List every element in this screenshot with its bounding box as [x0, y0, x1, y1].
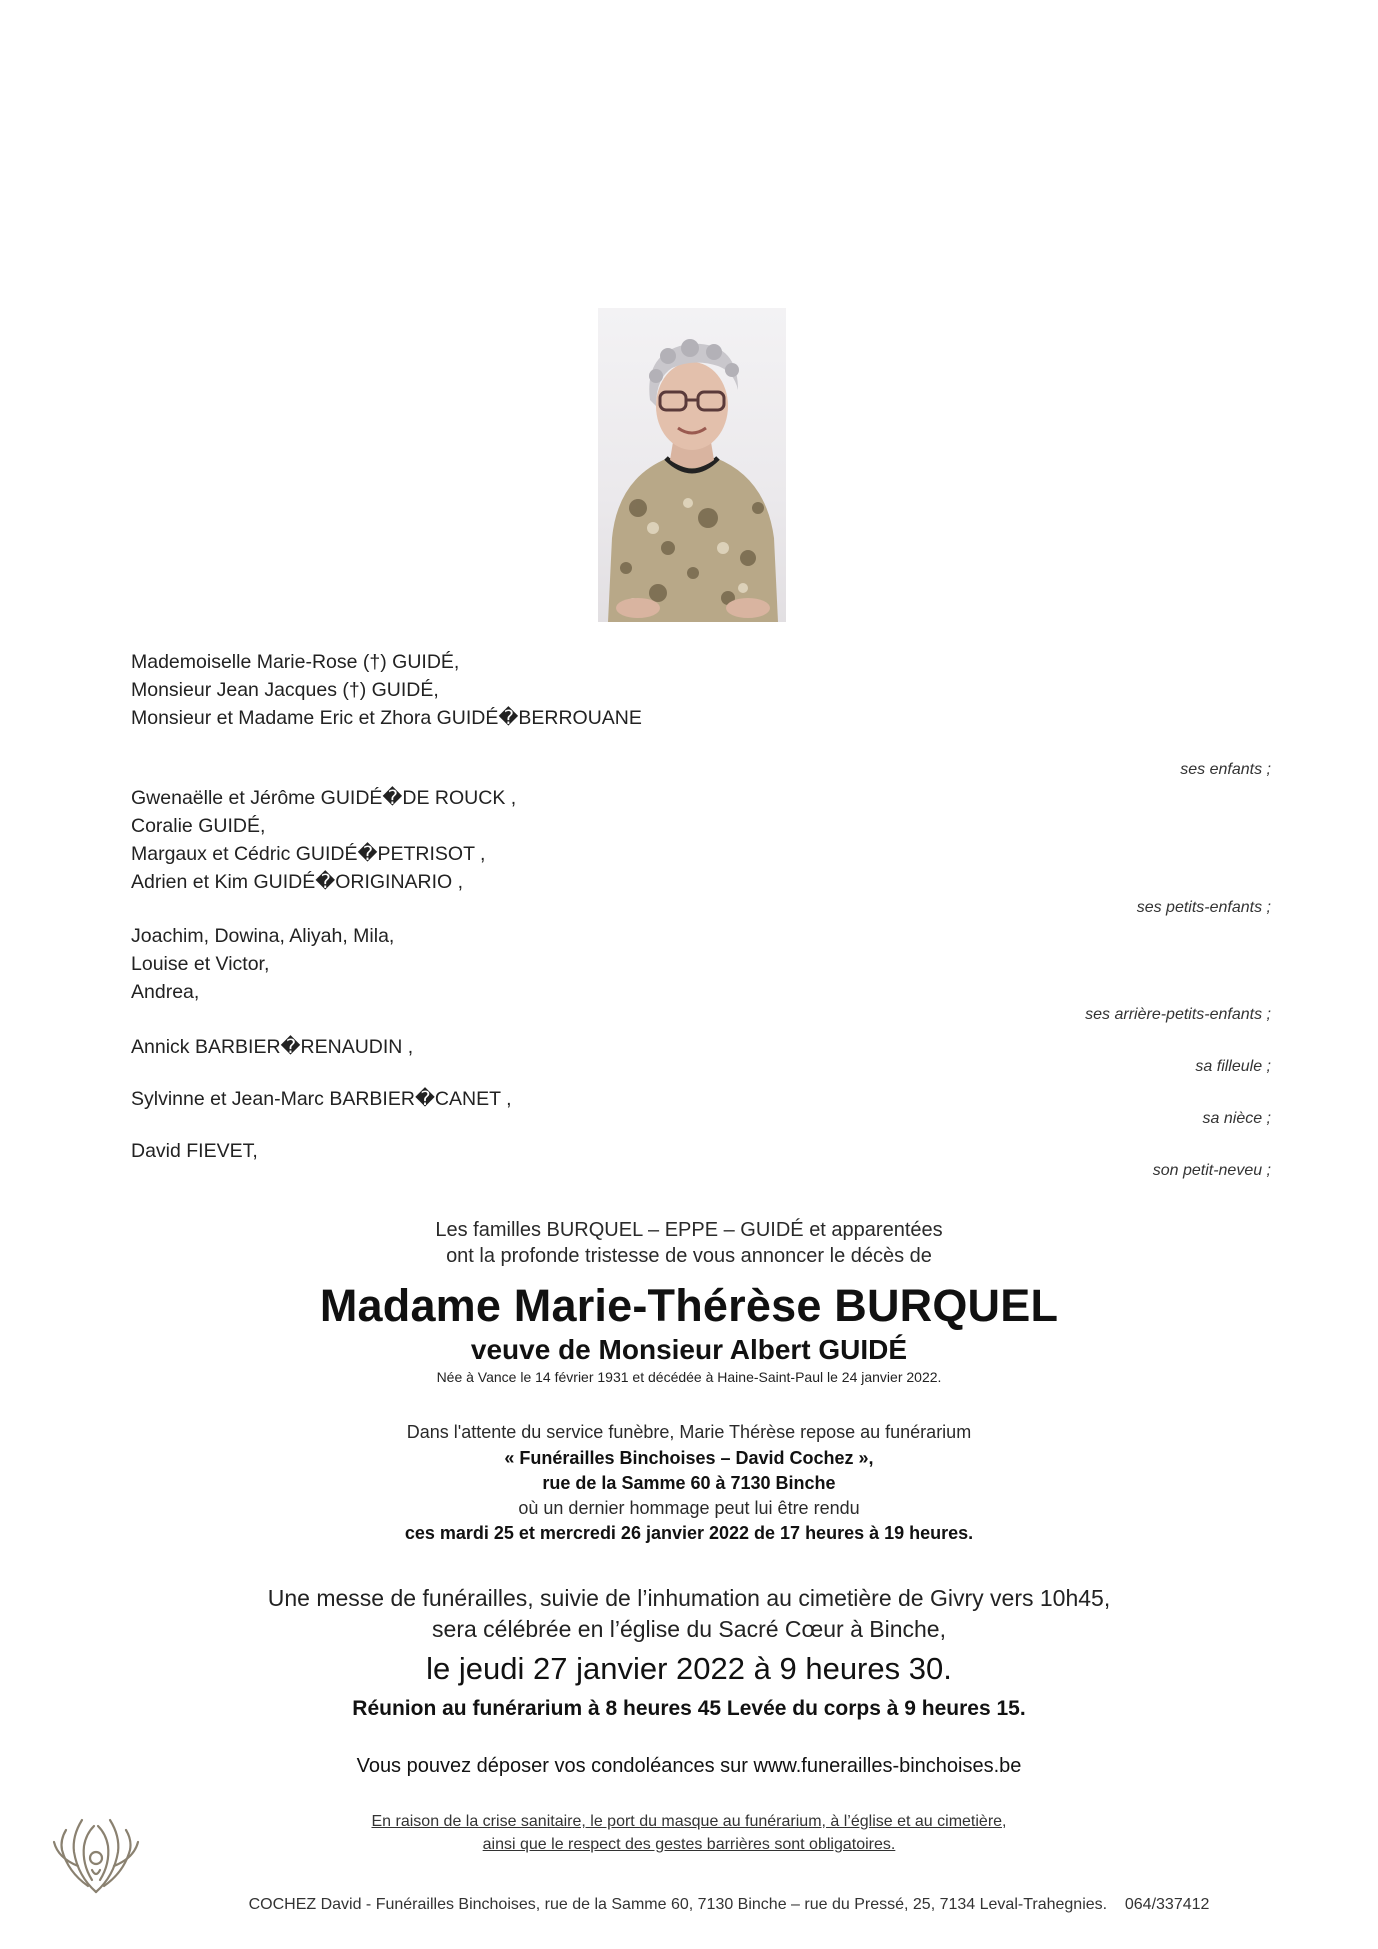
- niece-label: sa nièce ;: [1202, 1110, 1271, 1127]
- announcement-line-1: Les familles BURQUEL – EPPE – GUIDÉ et apparentées: [435, 1219, 943, 1241]
- footer-contact: COCHEZ David - Funérailles Binchoises, rue de la Samme 60, 7130 Binche – rue du Pressé, 25, 7134 Leval-Trahegnies. 064/337412: [248, 1896, 1210, 1913]
- niece: Sylvinne et Jean-Marc BARBIER�CANET ,: [131, 1088, 512, 1110]
- visitation-line-4: où un dernier hommage peut lui être rendu: [518, 1498, 860, 1518]
- family-line: Coralie GUIDÉ,: [131, 815, 266, 837]
- grandnephew: David FIEVET,: [131, 1140, 258, 1162]
- deceased-name: Madame Marie-Thérèse BURQUEL: [319, 1280, 1059, 1331]
- widow-of: veuve de Monsieur Albert GUIDÉ: [470, 1334, 908, 1365]
- condolences-link[interactable]: Vous pouvez déposer vos condoléances sur www.funerailles-binchoises.be: [356, 1755, 1022, 1777]
- mass-line-2: sera célébrée en l’église du Sacré Cœur à Binche,: [432, 1616, 946, 1642]
- great-grandchildren-list: [131, 922, 394, 1006]
- mass-line-1: Une messe de funérailles, suivie de l’inhumation au cimetière de Givry vers 10h45,: [267, 1585, 1111, 1611]
- visitation-dates: ces mardi 25 et mercredi 26 janvier 2022 de 17 heures à 19 heures.: [404, 1523, 974, 1543]
- family-line: Monsieur et Madame Eric et Zhora GUIDÉ�BERROUANE: [131, 707, 642, 729]
- family-line: Mademoiselle Marie-Rose (†) GUIDÉ,: [131, 651, 460, 673]
- sanitary-notice-line-2: ainsi que le respect des gestes barrières sont obligatoires.: [482, 1836, 896, 1853]
- grandnephew-label: son petit-neveu ;: [1152, 1162, 1271, 1179]
- visitation-line-1: Dans l'attente du service funèbre, Marie Thérèse repose au funérarium: [406, 1422, 972, 1442]
- children-label: ses enfants ;: [1180, 761, 1271, 778]
- grandchildren-list: [131, 784, 516, 896]
- family-line: Andrea,: [131, 981, 200, 1003]
- sanitary-notice-line-1: En raison de la crise sanitaire, le port du masque au funérarium, à l’église et au cimetière,: [371, 1813, 1007, 1830]
- goddaughter-label: sa filleule ;: [1195, 1058, 1271, 1075]
- portrait-illustration: [598, 308, 786, 622]
- funeral-home-address: rue de la Samme 60 à 7130 Binche: [542, 1473, 836, 1493]
- family-line: Gwenaëlle et Jérôme GUIDÉ�DE ROUCK ,: [131, 787, 517, 809]
- family-line: Joachim, Dowina, Aliyah, Mila,: [131, 925, 395, 947]
- mass-date: le jeudi 27 janvier 2022 à 9 heures 30.: [426, 1651, 952, 1686]
- family-line: Margaux et Cédric GUIDÉ�PETRISOT ,: [131, 843, 486, 865]
- birth-death-info: Née à Vance le 14 février 1931 et décédée à Haine-Saint-Paul le 24 janvier 2022.: [436, 1369, 942, 1385]
- goddaughter: Annick BARBIER�RENAUDIN ,: [131, 1036, 414, 1058]
- funeral-home-name: « Funérailles Binchoises – David Cochez »,: [504, 1448, 874, 1468]
- portrait-photo: [598, 308, 786, 622]
- grandchildren-label: ses petits-enfants ;: [1136, 899, 1271, 916]
- family-line: Louise et Victor,: [131, 953, 270, 975]
- dove-logo-icon: [48, 1806, 144, 1902]
- great-grandchildren-label: ses arrière-petits-enfants ;: [1085, 1006, 1271, 1023]
- family-line: Monsieur Jean Jacques (†) GUIDÉ,: [131, 679, 439, 701]
- announcement-line-2: ont la profonde tristesse de vous annoncer le décès de: [446, 1245, 932, 1267]
- meeting-info: Réunion au funérarium à 8 heures 45 Levée du corps à 9 heures 15.: [352, 1697, 1026, 1720]
- dove-logo: [48, 1806, 144, 1902]
- family-line: Adrien et Kim GUIDÉ�ORIGINARIO ,: [131, 871, 464, 893]
- children-list: [131, 648, 642, 732]
